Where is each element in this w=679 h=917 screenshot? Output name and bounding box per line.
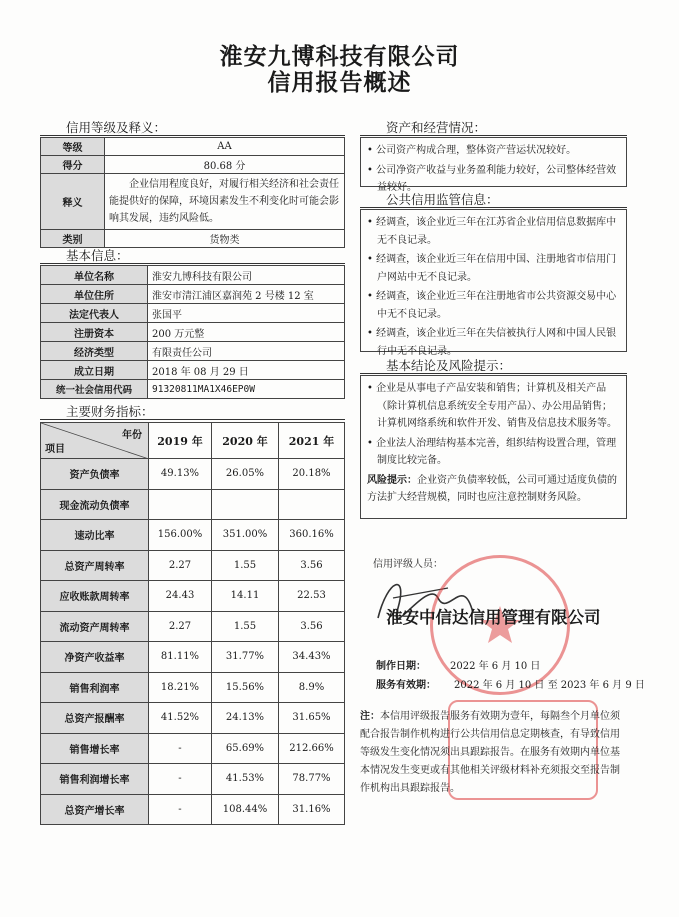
- validity-line: [376, 676, 645, 691]
- assets-heading: 资产和经营情况：: [360, 118, 627, 136]
- finance-value: 24.43: [149, 581, 212, 612]
- finance-row: [41, 703, 345, 734]
- finance-row-label: 现金流动负债率: [41, 489, 149, 520]
- basic-label: 法定代表人: [41, 304, 148, 323]
- conclusion-item: • 企业是从事电子产品安装和销售；计算机及相关产品（除计算机信息系统安全专用产品）、办公用品销售；计算机网络系统和软件开发、销售及信息技术服务等。: [367, 383, 617, 429]
- finance-value: 31.16%: [279, 794, 345, 825]
- validity-note: [360, 708, 627, 798]
- finance-row: [41, 581, 345, 612]
- finance-row-label: 速动比率: [41, 520, 149, 551]
- conclusion-item: • 企业法人治理结构基本完善，组织结构设置合理，管理制度比较完备。: [367, 437, 617, 466]
- finance-value: [149, 489, 212, 520]
- year-header: 2021 年: [279, 423, 345, 459]
- validity-label: 服务有效期：: [376, 680, 436, 691]
- finance-value: 3.56: [279, 550, 345, 581]
- finance-value: 65.69%: [212, 733, 279, 764]
- risk-label: 风险提示：: [367, 474, 417, 486]
- finance-row-label: 总资产报酬率: [41, 703, 149, 734]
- note-text: 本信用评级报告服务有效期为壹年，每隔叁个月单位须配合报告制作机构进行公共信用信息定期核查，有导致信用等级发生变化情况须出具跟踪报告。在服务有效期内单位基本情况发生变更或有其他相关评级材料补充须报交至报告制作机构出具跟踪报告。: [360, 711, 620, 794]
- finance-row: [41, 459, 345, 490]
- finance-heading: 主要财务指标：: [40, 402, 345, 420]
- validity-value: 2022 年 6 月 10 日 至 2023 年 6 月 9 日: [454, 680, 645, 691]
- rating-score-label: 得分: [41, 156, 105, 174]
- finance-value: 351.00%: [212, 520, 279, 551]
- assets-item: • 公司资产构成合理，整体资产营运状况较好。: [367, 145, 577, 156]
- finance-row: [41, 520, 345, 551]
- rating-table: [40, 137, 345, 248]
- finance-value: -: [149, 733, 212, 764]
- note-label: 注：: [360, 711, 380, 722]
- finance-row: [41, 489, 345, 520]
- basic-info-table: [40, 265, 345, 399]
- basic-value: 200 万元整: [148, 323, 345, 342]
- finance-corner-item: 项目: [45, 444, 65, 455]
- report-subtitle: 信用报告概述: [267, 70, 412, 96]
- assets-item: • 公司净资产收益与业务盈利能力较好，公司整体经营效益较好。: [367, 164, 617, 193]
- conclusion-box: [360, 375, 627, 519]
- supervision-heading: 公共信用监管信息：: [360, 190, 627, 208]
- finance-value: 22.53: [279, 581, 345, 612]
- finance-row-label: 销售利润增长率: [41, 764, 149, 795]
- supervision-box: [360, 209, 627, 357]
- finance-corner-year: 年份: [122, 430, 142, 441]
- rating-category-value: 货物类: [105, 230, 345, 248]
- finance-value: 2.27: [149, 611, 212, 642]
- rating-category-label: 类别: [41, 230, 105, 248]
- rater-label: 信用评级人员：: [373, 559, 443, 570]
- basic-value: 2018 年 08 月 29 日: [148, 361, 345, 380]
- finance-value: 212.66%: [279, 733, 345, 764]
- finance-row-label: 净资产收益率: [41, 642, 149, 673]
- basic-label: 注册资本: [41, 323, 148, 342]
- rating-level-value: AA: [105, 138, 345, 156]
- make-date-line: [376, 657, 540, 672]
- basic-label: 单位名称: [41, 266, 148, 285]
- report-company-title: 淮安九博科技有限公司: [219, 44, 460, 70]
- finance-table: [40, 422, 345, 825]
- basic-label: 单位住所: [41, 285, 148, 304]
- finance-row: [41, 794, 345, 825]
- finance-row: [41, 764, 345, 795]
- make-date-label: 制作日期：: [376, 661, 426, 672]
- finance-value: 2.27: [149, 550, 212, 581]
- finance-row-label: 应收账款周转率: [41, 581, 149, 612]
- rating-heading: 信用等级及释义：: [40, 118, 345, 136]
- finance-value: 1.55: [212, 611, 279, 642]
- finance-value: -: [149, 794, 212, 825]
- finance-row-label: 销售利润率: [41, 672, 149, 703]
- issuer-company: 淮安中信达信用管理有限公司: [386, 608, 601, 627]
- finance-row: [41, 611, 345, 642]
- assets-box: [360, 137, 627, 193]
- finance-value: 81.11%: [149, 642, 212, 673]
- finance-value: 156.00%: [149, 520, 212, 551]
- finance-value: 15.56%: [212, 672, 279, 703]
- finance-value: [212, 489, 279, 520]
- supervision-item: • 经调查，该企业近三年在信用中国、注册地省市信用门户网站中无不良记录。: [367, 254, 617, 283]
- basic-label: 统一社会信用代码: [41, 380, 148, 399]
- finance-value: 360.16%: [279, 520, 345, 551]
- supervision-item: • 经调查，该企业近三年在失信被执行人网和中国人民银行中无不良记录。: [367, 328, 617, 357]
- finance-value: -: [149, 764, 212, 795]
- finance-value: [279, 489, 345, 520]
- risk-text: 企业资产负债率较低，公司可通过适度负债的方法扩大经营规模，同时也应注意控制财务风险。: [367, 474, 617, 503]
- basic-value: 有限责任公司: [148, 342, 345, 361]
- finance-value: 41.52%: [149, 703, 212, 734]
- finance-value: 18.21%: [149, 672, 212, 703]
- basic-value: 淮安九博科技有限公司: [148, 266, 345, 285]
- rating-score-value: 80.68 分: [105, 156, 345, 174]
- finance-row: [41, 550, 345, 581]
- risk-paragraph: [367, 472, 620, 507]
- finance-value: 31.65%: [279, 703, 345, 734]
- finance-row-label: 销售增长率: [41, 733, 149, 764]
- make-date-value: 2022 年 6 月 10 日: [450, 661, 541, 672]
- year-header: 2019 年: [149, 423, 212, 459]
- finance-value: 34.43%: [279, 642, 345, 673]
- finance-row: [41, 642, 345, 673]
- rating-level-label: 等级: [41, 138, 105, 156]
- finance-value: 26.05%: [212, 459, 279, 490]
- finance-value: 1.55: [212, 550, 279, 581]
- rating-meaning-label: 释义: [41, 174, 105, 230]
- finance-row: [41, 733, 345, 764]
- finance-value: 24.13%: [212, 703, 279, 734]
- year-header: 2020 年: [212, 423, 279, 459]
- rating-meaning-value: 企业信用程度良好，对履行相关经济和社会责任能提供好的保障，环境因素发生不利变化时可能会影响其发展，违约风险低。: [105, 174, 345, 230]
- finance-row: [41, 672, 345, 703]
- finance-value: 8.9%: [279, 672, 345, 703]
- basic-label: 经济类型: [41, 342, 148, 361]
- finance-row-label: 流动资产周转率: [41, 611, 149, 642]
- supervision-item: • 经调查，该企业近三年在注册地省市公共资源交易中心中无不良记录。: [367, 291, 617, 320]
- basic-value: 91320811MA1X46EP0W: [148, 380, 345, 399]
- finance-value: 49.13%: [149, 459, 212, 490]
- finance-value: 20.18%: [279, 459, 345, 490]
- finance-value: 31.77%: [212, 642, 279, 673]
- basic-value: 张国平: [148, 304, 345, 323]
- basic-info-heading: 基本信息：: [40, 246, 345, 264]
- finance-value: 108.44%: [212, 794, 279, 825]
- basic-value: 淮安市清江浦区嘉润苑 2 号楼 12 室: [148, 285, 345, 304]
- finance-row-label: 总资产增长率: [41, 794, 149, 825]
- finance-value: 41.53%: [212, 764, 279, 795]
- conclusion-heading: 基本结论及风险提示：: [360, 356, 627, 374]
- finance-value: 3.56: [279, 611, 345, 642]
- finance-value: 78.77%: [279, 764, 345, 795]
- basic-label: 成立日期: [41, 361, 148, 380]
- finance-corner-cell: [41, 423, 149, 459]
- finance-value: 14.11: [212, 581, 279, 612]
- supervision-item: • 经调查，该企业近三年在江苏省企业信用信息数据库中无不良记录。: [367, 217, 617, 246]
- finance-row-label: 资产负债率: [41, 459, 149, 490]
- finance-row-label: 总资产周转率: [41, 550, 149, 581]
